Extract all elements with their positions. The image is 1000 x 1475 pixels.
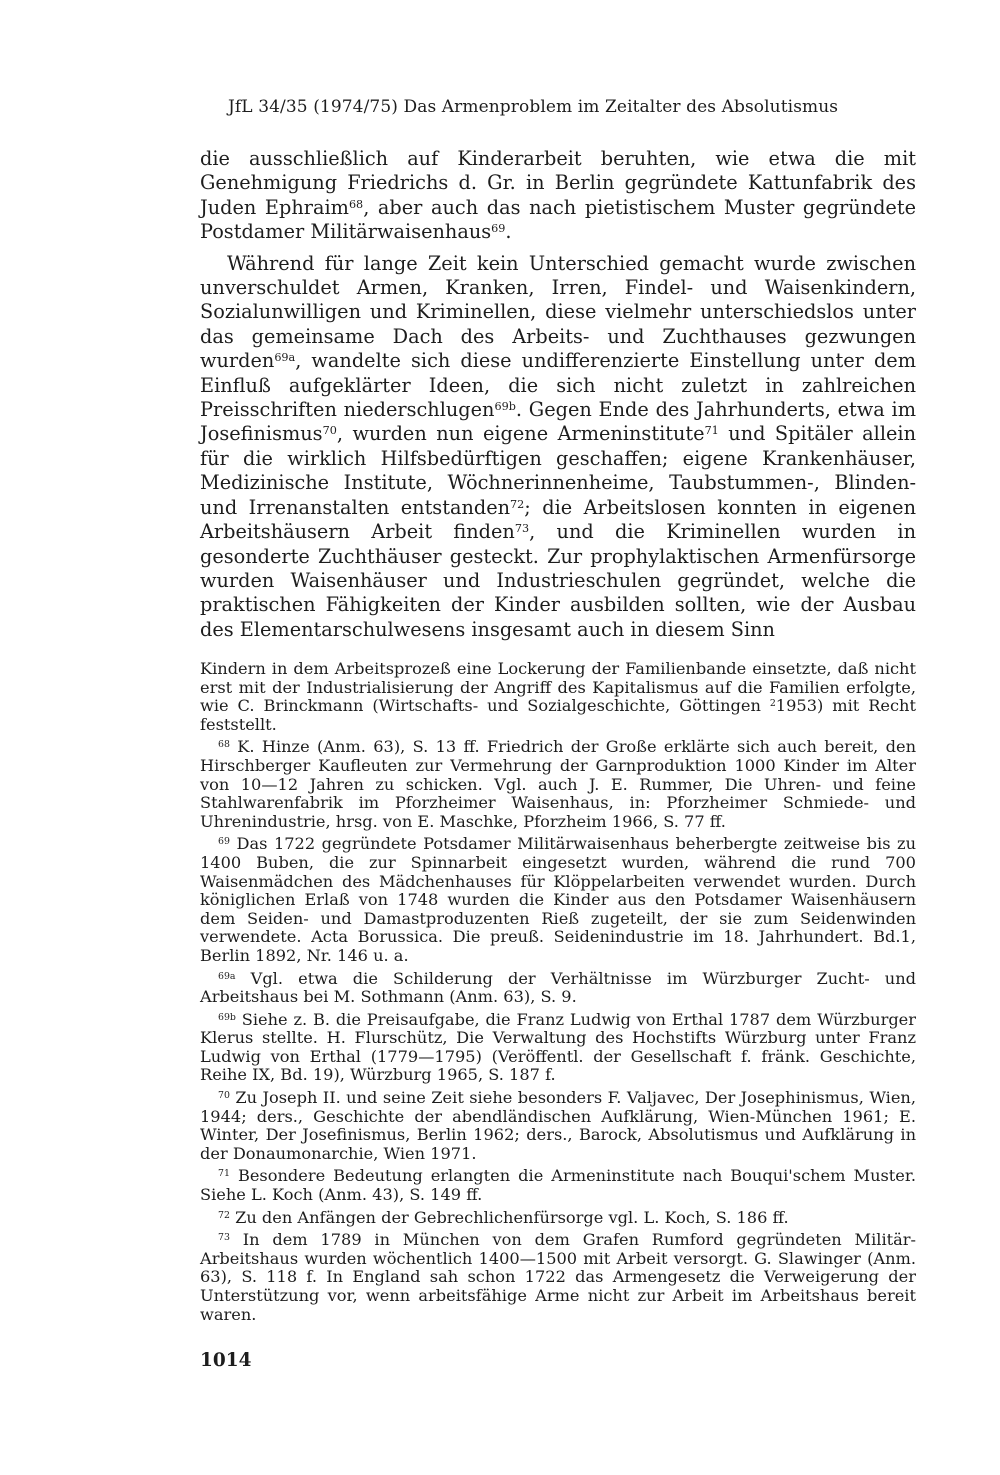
footnote-ref-73: 73 xyxy=(514,521,530,535)
footnote-text: In dem 1789 in München von dem Grafen Rumford gegründeten Militär-Arbeitshaus wurden wöchentlich 1400—1500 mit Arbeit versorgt. G. Slawinger (Anm. 63), S. 118 f. In England sah schon 1722 das Armengesetz die Verweigerung der Unterstützung vor, wenn arbeitsfähige Arme nicht zur Arbeit im Arbeitshaus bereit waren. xyxy=(200,1230,916,1324)
footnote-ref-68: 68 xyxy=(348,197,364,211)
footnote-text: 1953) mit Recht feststellt. xyxy=(200,696,916,734)
footnote-69b xyxy=(200,1011,916,1085)
footnote-number: 69 xyxy=(218,836,230,848)
footnote-text: K. Hinze (Anm. 63), S. 13 ff. Friedrich der Große erklärte sich auch bereit, den Hirschberger Kaufleuten zur Vermehrung der Garnproduktion 1000 Kinder im Alter von 10—12 Jahren zu schicken. Vgl. auch J. E. Rummer, Die Uhren- und feine Stahlwarenfabrik im Pforzheimer Waisenhaus, in: Pforzheimer Schmiede- und Uhrenindustrie, hrsg. von E. Maschke, Pforzheim 1966, S. 77 ff. xyxy=(200,737,916,831)
paragraph-1 xyxy=(200,147,916,245)
footnote-ref-69b: 69b xyxy=(494,399,516,413)
footnote-68 xyxy=(200,738,916,831)
footnote-ref-69: 69 xyxy=(491,222,506,236)
footnote-continuation xyxy=(200,660,916,734)
footnote-number: 72 xyxy=(218,1209,230,1221)
text-run: Während für lange Zeit kein Unterschied gemacht wurde zwischen unverschuldet Armen, Kranken, Irren, Findel- und Waisenkindern, Sozialunwilligen und Kriminellen, diese vielmehr unterschiedslos unter das gemeinsame Dach des Arbeits- und Zuchthauses gezwungen wurden xyxy=(200,251,916,373)
footnote-text: Zu Joseph II. und seine Zeit siehe besonders F. Valjavec, Der Josephinismus, Wien, 1944; ders., Geschichte der abendländischen Aufklärung, Wien-München 1961; E. Winter, Der Josefinismus, Berlin 1962; ders., Barock, Absolutismus und Aufklärung in der Donaumonarchie, Wien 1971. xyxy=(200,1088,916,1163)
footnote-73 xyxy=(200,1231,916,1324)
edition-superscript: 2 xyxy=(769,698,776,710)
footnote-number: 68 xyxy=(218,739,230,751)
footnote-69 xyxy=(200,835,916,965)
page-number: 1014 xyxy=(200,1350,252,1371)
footnote-text: Kindern in dem Arbeitsprozeß eine Lockerung der Familienbande einsetzte, daß nicht erst mit der Industrialisierung der Angriff des Kapitalismus auf die Familien erfolgte, wie C. Brinckmann (Wirtschafts- und Sozialgeschichte, Göttingen xyxy=(200,659,916,716)
footnotes xyxy=(200,660,916,1328)
running-head: JfL 34/35 (1974/75) Das Armenproblem im Zeitalter des Absolutismus xyxy=(228,97,839,117)
footnote-ref-71: 71 xyxy=(704,424,719,438)
footnote-text: Siehe z. B. die Preisaufgabe, die Franz Ludwig von Erthal 1787 dem Würzburger Klerus stellte. H. Flurschütz, Die Verwaltung des Hochstifts Würzburg unter Franz Ludwig von Erthal (1779—1795) (Veröffentl. der Gesellschaft f. fränk. Geschichte, Reihe IX, Bd. 19), Würzburg 1965, S. 187 f. xyxy=(200,1009,916,1085)
text-run: und Spitäler allein für die wirklich Hilfsbedürftigen geschaffen; eigene Krankenhäuser, Medizinische Institute, Wöchnerinnenheime, Taubstummen-, Blinden- und Irrenanstalten entstanden xyxy=(200,422,916,519)
text-run: . xyxy=(505,220,512,244)
text-run: , aber auch das nach pietistischem Muster gegründete Postdamer Militärwaisenhaus xyxy=(200,195,916,244)
footnote-69a xyxy=(200,970,916,1007)
text-run: , wandelte sich diese undifferenzierte Einstellung unter dem Einfluß aufgeklärter Ideen, die sich nicht zuletzt in zahlreichen Preisschriften niederschlugen xyxy=(200,349,916,422)
footnote-ref-69a: 69a xyxy=(274,351,296,365)
footnote-text: Das 1722 gegründete Potsdamer Militärwaisenhaus beherbergte zeitweise bis zu 1400 Buben, die zur Spinnarbeit eingesetzt wurden, während die rund 700 Waisenmädchen des Mädchenhauses für Klöppelarbeiten verwendet wurden. Durch königlichen Erlaß von 1748 wurden die Kinder aus den Potsdamer Waisenhäusern dem Seiden- und Damastproduzenten Rieß zugeteilt, der sie zum Seidenwinden verwendete. Acta Borussica. Die preuß. Seidenindustrie im 18. Jahrhundert. Bd.1, Berlin 1892, Nr. 146 u. a. xyxy=(200,834,916,965)
text-run: , und die Kriminellen wurden in gesonderte Zuchthäuser gesteckt. Zur prophylaktischen Armenfürsorge wurden Waisenhäuser und Industrieschulen gegründet, welche die praktischen Fähigkeiten der Kinder ausbilden sollten, wie der Ausbau des Elementarschulwesens insgesamt auch in diesem Sinn xyxy=(200,520,916,641)
footnote-ref-72: 72 xyxy=(510,497,525,511)
footnote-number: 69a xyxy=(218,970,236,982)
text-run: . Gegen Ende des Jahrhunderts, etwa im Josefinismus xyxy=(200,398,916,446)
footnote-text: Vgl. etwa die Schilderung der Verhältnisse im Würzburger Zucht- und Arbeitshaus bei M. Sothmann (Anm. 63), S. 9. xyxy=(200,968,916,1007)
footnote-number: 69b xyxy=(218,1011,236,1023)
footnote-71 xyxy=(200,1167,916,1204)
paragraph-2 xyxy=(200,252,916,643)
footnote-number: 71 xyxy=(218,1168,230,1180)
text-run: die ausschließlich auf Kinderarbeit beruhten, wie etwa die mit Genehmigung Friedrichs d. Gr. in Berlin gegründete Kattunfabrik des Juden Ephraim xyxy=(200,147,916,219)
footnote-text: Besondere Bedeutung erlangten die Armeninstitute nach Bouqui'schem Muster. Siehe L. Koch (Anm. 43), S. 149 ff. xyxy=(200,1166,916,1205)
footnote-70 xyxy=(200,1089,916,1163)
footnote-72 xyxy=(200,1209,916,1228)
main-text xyxy=(200,147,916,642)
footnote-ref-70: 70 xyxy=(322,424,337,438)
footnote-number: 73 xyxy=(218,1232,230,1244)
text-run: ; die Arbeitslosen konnten in eigenen Arbeitshäusern Arbeit finden xyxy=(200,495,916,544)
footnote-number: 70 xyxy=(218,1089,230,1101)
footnote-text: Zu den Anfängen der Gebrechlichenfürsorge vgl. L. Koch, S. 186 ff. xyxy=(229,1207,789,1227)
text-run: , wurden nun eigene Armeninstitute xyxy=(336,422,705,446)
